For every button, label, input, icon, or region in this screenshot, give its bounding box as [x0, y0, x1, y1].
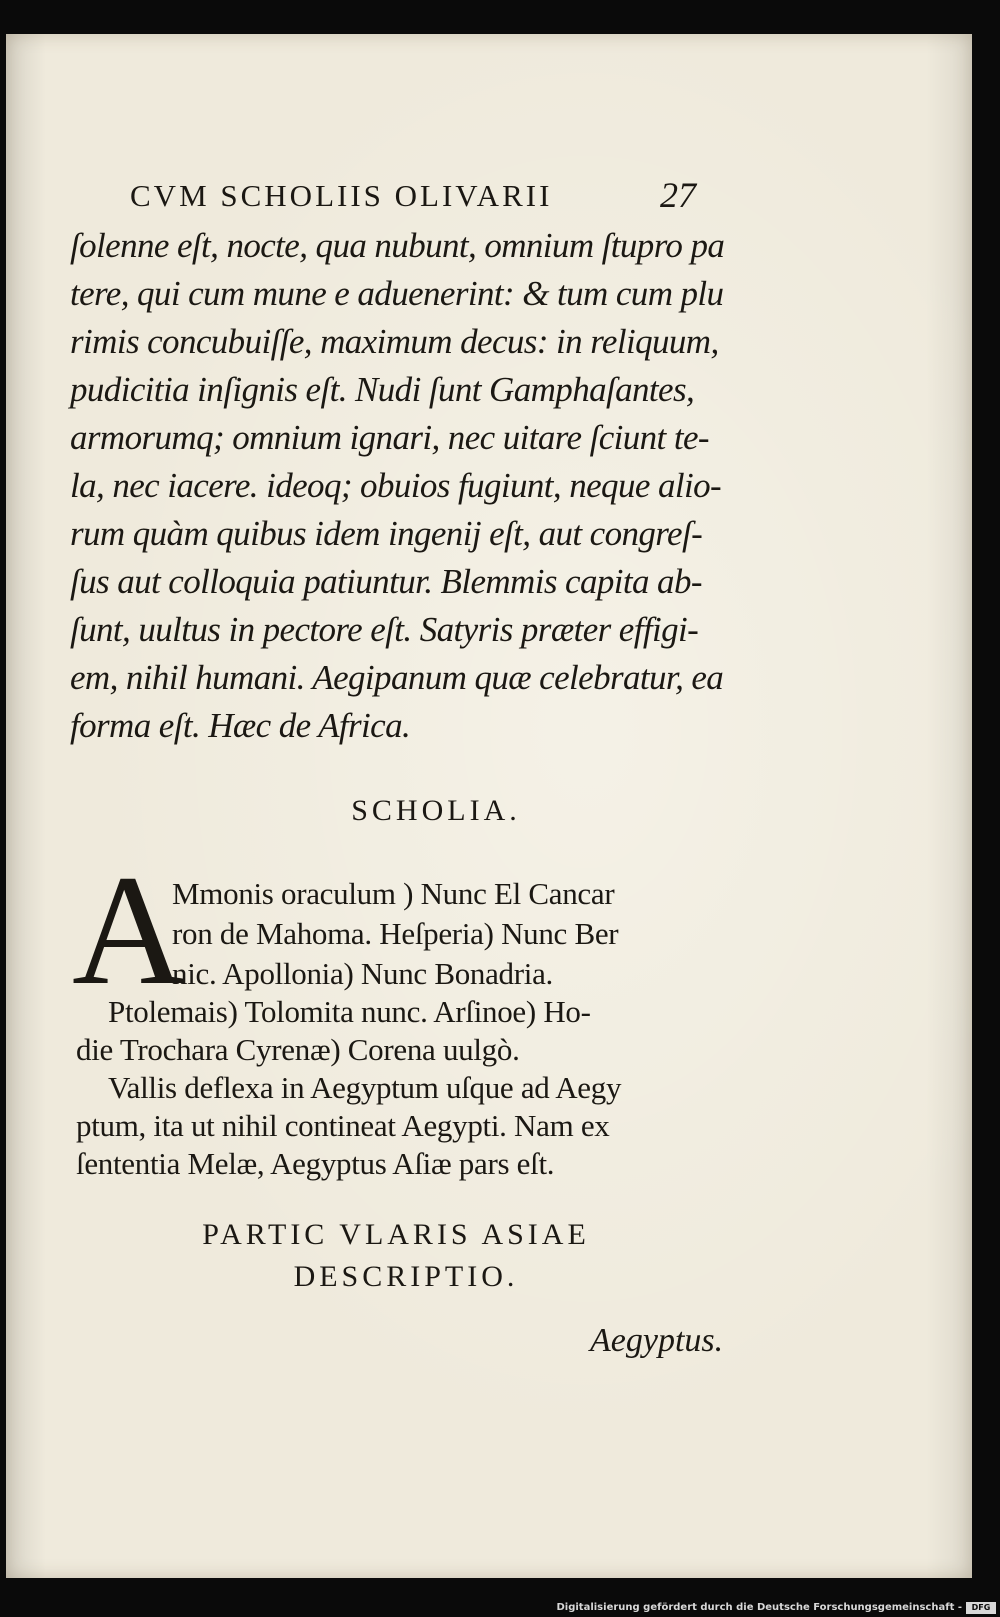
- scholia-line-5: die Trochara Cyrenæ) Corena uulgò.: [76, 1032, 520, 1067]
- digitization-credit: Digitalisierung gefördert durch die Deutsche Forschungsgemeinschaft -: [556, 1602, 962, 1613]
- dfg-logo: DFG: [966, 1602, 996, 1614]
- catchword: Aegyptus.: [590, 1322, 724, 1359]
- body-line-1: ſolenne eſt, nocte, qua nubunt, omnium ſtupro pa: [70, 226, 725, 265]
- scholia-line-3: nic. Apollonia) Nunc Bonadria.: [172, 956, 553, 991]
- running-title: CVM SCHOLIIS OLIVARII: [130, 178, 553, 213]
- section-heading-line-1: PARTIC VLARIS ASIAE: [202, 1218, 590, 1251]
- body-line-3: rimis concubuiſſe, maximum decus: in reliquum,: [70, 322, 719, 361]
- body-line-2: tere, qui cum mune e aduenerint: & tum cum plu: [70, 274, 724, 313]
- body-line-6: la, nec iacere. ideoq; obuios fugiunt, neque alio-: [70, 466, 722, 505]
- scholia-line-2: ron de Mahoma. Heſperia) Nunc Ber: [172, 916, 619, 951]
- drop-cap-initial: A: [72, 843, 187, 1018]
- scholia-line-6: Vallis deflexa in Aegyptum uſque ad Aegy: [108, 1070, 622, 1105]
- body-line-8: ſus aut colloquia patiuntur. Blemmis capita ab-: [70, 562, 702, 601]
- scholia-line-7: ptum, ita ut nihil contineat Aegypti. Nam ex: [76, 1108, 610, 1143]
- body-line-7: rum quàm quibus idem ingenij eſt, aut congreſ-: [70, 514, 703, 553]
- body-line-10: em, nihil humani. Aegipanum quæ celebratur, ea: [70, 658, 724, 697]
- body-line-5: armorumq; omnium ignari, nec uitare ſciunt te-: [70, 418, 709, 457]
- page-number: 27: [660, 175, 696, 215]
- body-line-9: ſunt, uultus in pectore eſt. Satyris præter effigi-: [70, 610, 699, 649]
- body-line-4: pudicitia inſignis eſt. Nudi ſunt Gamphaſantes,: [70, 370, 695, 409]
- body-line-11: forma eſt. Hæc de Africa.: [70, 706, 411, 745]
- scholia-heading: SCHOLIA.: [351, 794, 521, 827]
- section-heading-line-2: DESCRIPTIO.: [293, 1260, 519, 1293]
- scholia-line-1: Mmonis oraculum ) Nunc El Cancar: [172, 876, 615, 911]
- scholia-line-4: Ptolemais) Tolomita nunc. Arſinoe) Ho-: [108, 994, 591, 1029]
- book-page: [6, 34, 972, 1578]
- scholia-line-8: ſententia Melæ, Aegyptus Aſiæ pars eſt.: [76, 1146, 555, 1181]
